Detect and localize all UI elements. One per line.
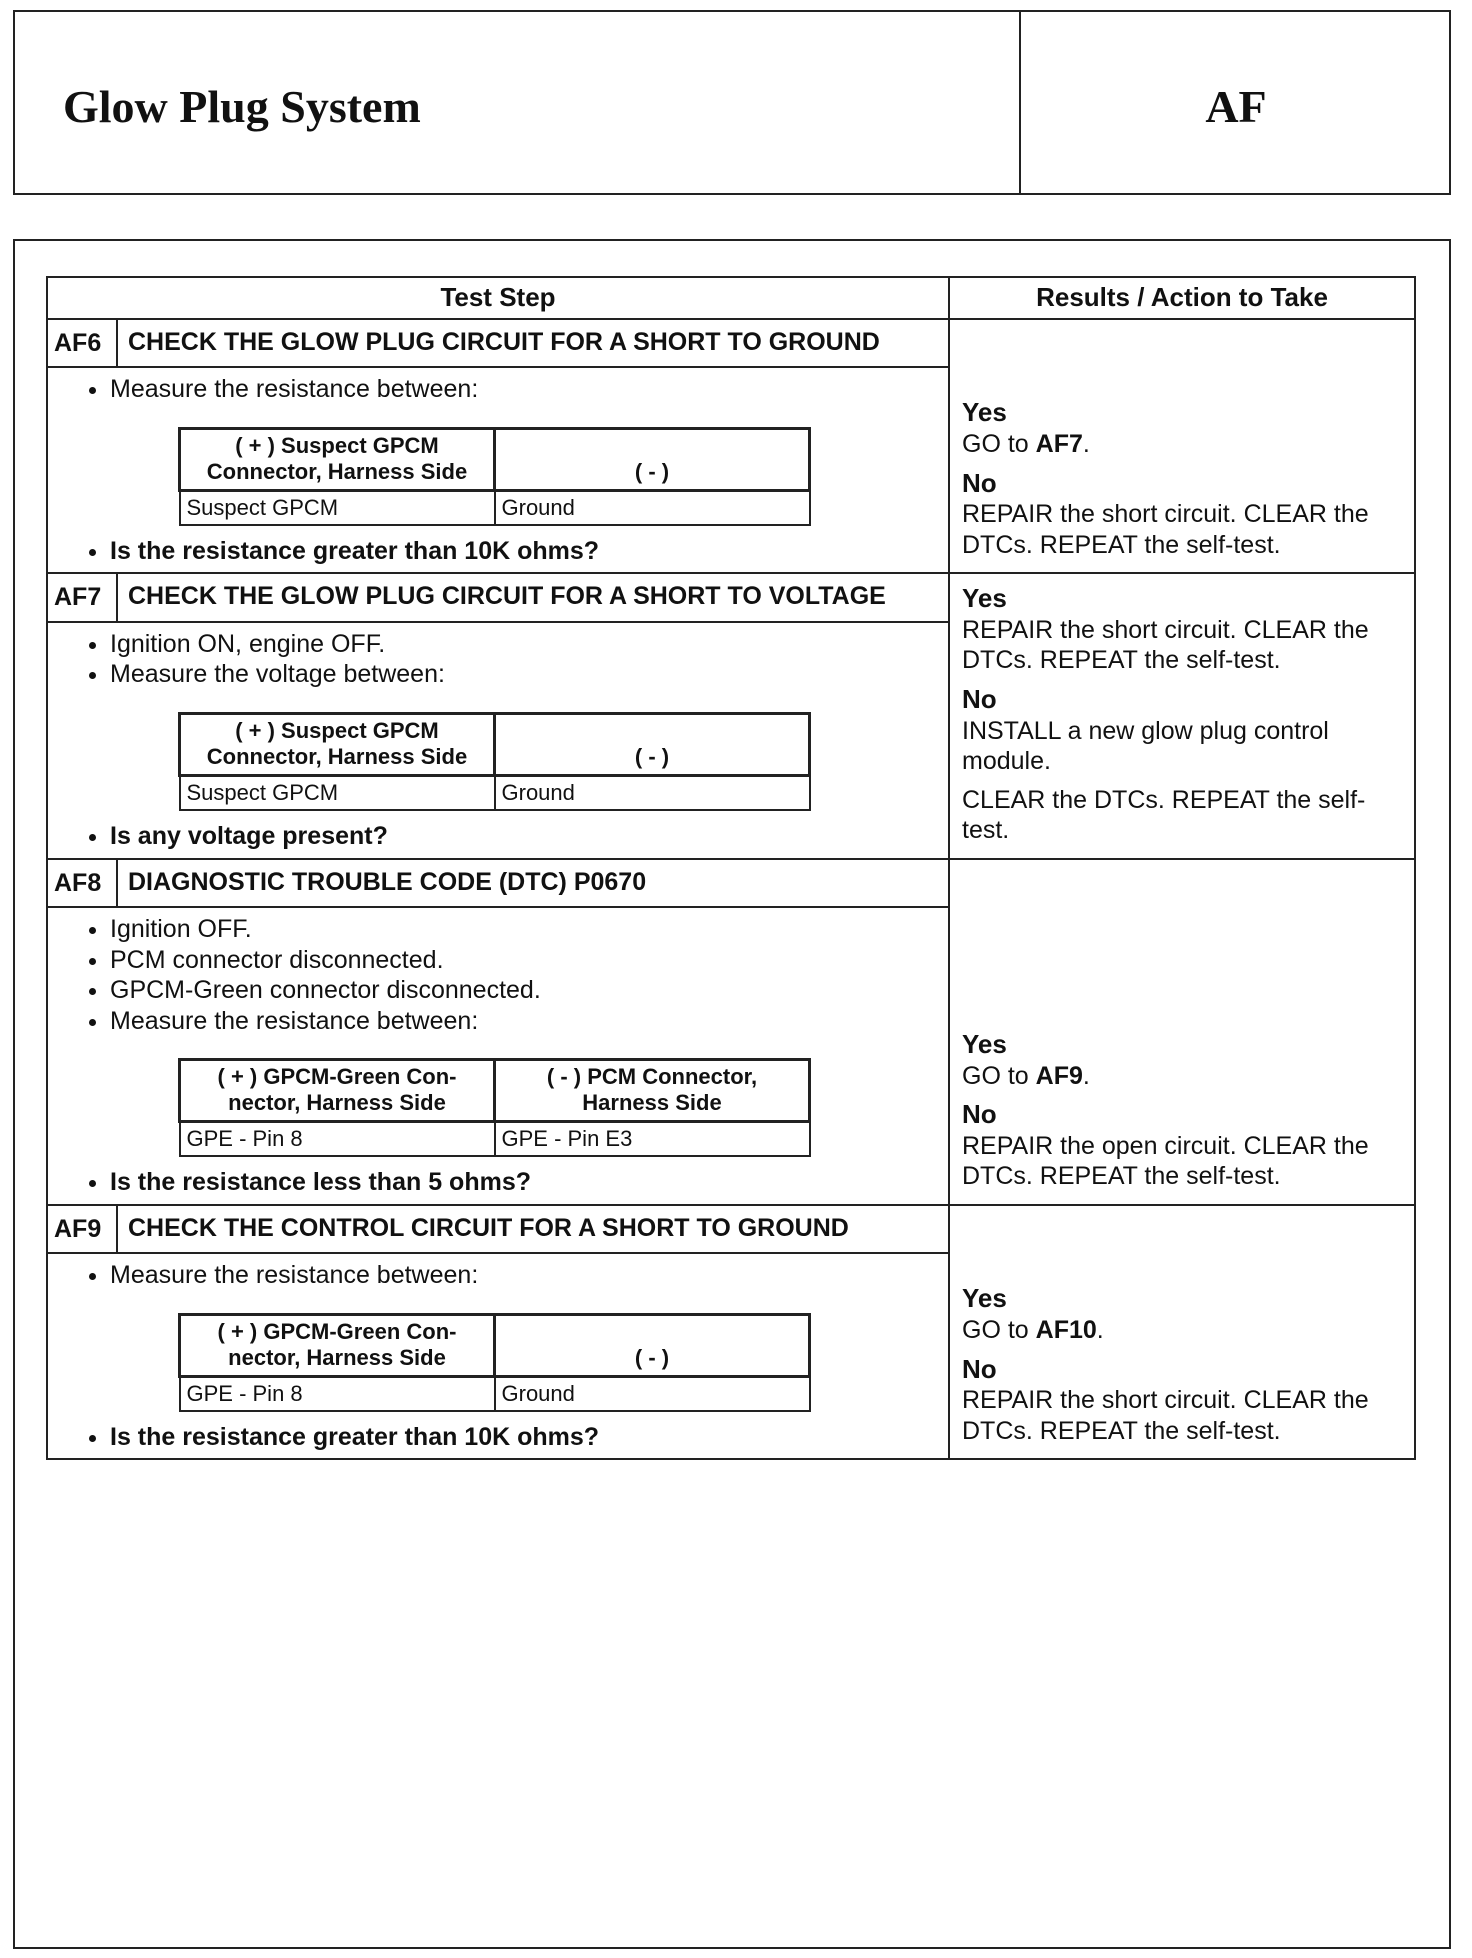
connector-negative-header: ( - ) PCM Connector, Harness Side	[495, 1060, 810, 1122]
no-label: No	[962, 1099, 997, 1130]
steps-body	[47, 319, 1415, 1460]
step-question-list	[70, 1167, 938, 1198]
step-body	[47, 622, 949, 859]
step-title: DIAGNOSTIC TROUBLE CODE (DTC) P0670	[117, 859, 949, 908]
test-step-header: Test Step	[47, 277, 949, 319]
connector-positive-header: ( + ) Suspect GPCM Connector, Harness Side	[180, 713, 495, 775]
step-bullet: • GPCM-Green connector disconnected.	[110, 975, 938, 1006]
step-title-row	[47, 1205, 1415, 1254]
yes-target-step: AF10	[1035, 1316, 1097, 1345]
step-id: AF8	[47, 859, 117, 908]
yes-label: Yes	[962, 397, 1007, 428]
step-question: • Is any voltage present?	[110, 821, 938, 852]
connector-positive-header: ( + ) Suspect GPCM Connector, Harness Side	[180, 428, 495, 490]
step-body	[47, 1253, 949, 1459]
step-body	[47, 367, 949, 573]
yes-action: GO to AF10.	[962, 1316, 1104, 1345]
connector-table	[178, 1058, 811, 1157]
connector-positive-header: ( + ) GPCM-Green Con- nector, Harness Side	[180, 1060, 495, 1122]
connector-table	[178, 712, 811, 811]
connector-negative-header: ( - )	[495, 428, 810, 490]
step-body	[47, 907, 949, 1205]
step-id: AF7	[47, 573, 117, 622]
no-label: No	[962, 683, 997, 714]
step-question: • Is the resistance greater than 10K ohms?	[110, 1422, 938, 1453]
step-id: AF6	[47, 319, 117, 368]
step-title: CHECK THE CONTROL CIRCUIT FOR A SHORT TO GROUND	[117, 1205, 949, 1254]
extra-action: CLEAR the DTCs. REPEAT the self-test.	[962, 785, 1366, 845]
connector-negative-header: ( - )	[495, 713, 810, 775]
no-label: No	[962, 1353, 997, 1384]
page-title: Glow Plug System	[63, 81, 421, 132]
step-bullet: • Measure the resistance between:	[110, 1006, 938, 1037]
yes-action: GO to AF9.	[962, 1061, 1090, 1090]
no-action: INSTALL a new glow plug control module.	[962, 716, 1329, 776]
step-question: • Is the resistance greater than 10K ohms?	[110, 536, 938, 567]
step-bullet: • Measure the resistance between:	[110, 374, 938, 405]
step-results	[949, 573, 1415, 858]
connector-positive-header: ( + ) GPCM-Green Con- nector, Harness Side	[180, 1314, 495, 1376]
step-question-list	[70, 1422, 938, 1453]
connector-negative-value: Ground	[495, 490, 810, 525]
connector-table	[178, 1313, 811, 1412]
table-header-row	[47, 277, 1415, 319]
yes-label: Yes	[962, 1028, 1007, 1059]
page-header	[13, 10, 1451, 195]
results-header: Results / Action to Take	[949, 277, 1415, 319]
step-bullets	[70, 1260, 938, 1291]
step-title: CHECK THE GLOW PLUG CIRCUIT FOR A SHORT TO VOLTAGE	[117, 573, 949, 622]
yes-action: GO to AF7.	[962, 430, 1090, 459]
yes-action: REPAIR the short circuit. CLEAR the DTCs. REPEAT the self-test.	[962, 615, 1369, 675]
step-results	[949, 1205, 1415, 1460]
step-bullet: • Ignition ON, engine OFF.	[110, 629, 938, 660]
no-action: REPAIR the short circuit. CLEAR the DTCs. REPEAT the self-test.	[962, 500, 1369, 559]
step-title: CHECK THE GLOW PLUG CIRCUIT FOR A SHORT TO GROUND	[117, 319, 949, 368]
connector-positive-value: Suspect GPCM	[180, 490, 495, 525]
step-title-row	[47, 573, 1415, 622]
connector-positive-value: Suspect GPCM	[180, 775, 495, 810]
no-action: REPAIR the short circuit. CLEAR the DTCs. REPEAT the self-test.	[962, 1386, 1369, 1445]
connector-negative-value: GPE - Pin E3	[495, 1121, 810, 1156]
yes-target-step: AF9	[1035, 1061, 1083, 1090]
step-bullet: • Ignition OFF.	[110, 914, 938, 945]
section-code: AF	[1205, 81, 1267, 132]
step-question-list	[70, 536, 938, 567]
step-bullet: • Measure the voltage between:	[110, 659, 938, 690]
step-bullets	[70, 374, 938, 405]
connector-negative-value: Ground	[495, 775, 810, 810]
step-id: AF9	[47, 1205, 117, 1254]
step-title-row	[47, 319, 1415, 368]
connector-positive-value: GPE - Pin 8	[180, 1376, 495, 1411]
step-bullets	[70, 914, 938, 1036]
step-bullets	[70, 629, 938, 690]
connector-negative-header: ( - )	[495, 1314, 810, 1376]
step-results	[949, 319, 1415, 574]
step-title-row	[47, 859, 1415, 908]
step-question-list	[70, 821, 938, 852]
diagnostic-table	[46, 276, 1416, 1460]
connector-table	[178, 427, 811, 526]
step-bullet: • PCM connector disconnected.	[110, 945, 938, 976]
yes-label: Yes	[962, 1283, 1007, 1314]
connector-positive-value: GPE - Pin 8	[180, 1121, 495, 1156]
yes-target-step: AF7	[1035, 430, 1083, 459]
no-action: REPAIR the open circuit. CLEAR the DTCs. REPEAT the self-test.	[962, 1131, 1369, 1191]
step-results	[949, 859, 1415, 1205]
no-label: No	[962, 467, 997, 498]
step-question: • Is the resistance less than 5 ohms?	[110, 1167, 938, 1198]
connector-negative-value: Ground	[495, 1376, 810, 1411]
yes-label: Yes	[962, 583, 1007, 614]
step-bullet: • Measure the resistance between:	[110, 1260, 938, 1291]
